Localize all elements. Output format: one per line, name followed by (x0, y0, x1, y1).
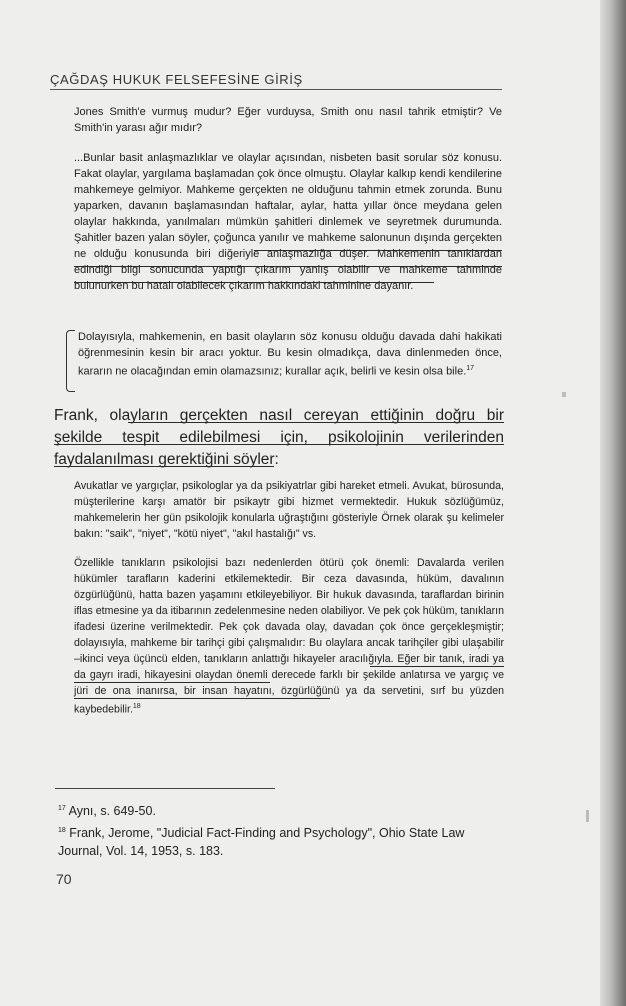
pen-underline (74, 698, 330, 699)
quote-3-text: Avukatlar ve yargıçlar, psikologlar ya da psikiyatrlar gibi hareket etmeli. Avukat, bürosunda, müşterilerine karşı amatör bir psikaytr gibi hizmet vermektedir. Hukuk sözlüğümüz, mahkemelerin her gün psikolojik konularla uğraştığını gösteriyle Örnek olarak şu kelimeler bakın: "saik", "niyet", "kötü niyet", "akıl hastalığı" vs. (74, 480, 504, 540)
quote-4 (74, 555, 504, 718)
footnote-17-text: Aynı, s. 649-50. (68, 804, 156, 819)
pen-underline (128, 422, 504, 423)
pen-underline (54, 466, 274, 467)
pen-underline (74, 282, 434, 283)
pen-underline (370, 666, 504, 667)
pen-underline (254, 250, 502, 251)
running-header: ÇAĞDAŞ HUKUK FELSEFESİNE GİRİŞ (50, 72, 502, 90)
quote-3 (74, 478, 504, 542)
quote-1-text: ...Bunlar basit anlaşmazlıklar ve olaylar açısından, nisbeten basit sorular söz konusu. Fakat olaylar, yargılama başlamadan çok önce olmuştu. Olaylar kalkıp kendi kendilerine mahkemeye gelmiyor. Mahkeme gerçekten ne olduğunu tahmin etmek zorunda. Bunu yaparken, davanın başlamasından haftalar, aylar, hatta yıllar önce meydana gelen olaylar hakkında, yanılmaları mümkün şahitleri dinlemek ve seyretmek durumunda. Şahitler bazen yalan söyler, çoğunca yanılır ve mahkeme salonunun dışında gerçekten ne olduğu konusunda biri diğeriyle anlaşmazlığa düşer. Mahkemenin tanıklardan edindiği bilgi sonucunda yaptığı çıkarım yanlış olabilir ve mahkeme tahminde bulunurken bu hatalı olabilecek çıkarım hakkındaki tahminine dayanır. (74, 152, 502, 292)
footnote-rule (55, 788, 275, 789)
quote-2-text: Dolayısıyla, mahkemenin, en basit olayların söz konusu olduğu davada dahi hakikati öğrenmesinin kesin bir aracı yoktur. Bu kesin olmadıkça, dava dinlenmeden önce, kararın ne olacağından emin olamazsınız; kurallar açık, belirli ve kesin olsa bile.$^{17}$ (78, 331, 502, 378)
quote-2 (78, 329, 502, 380)
quote-4-text: Özellikle tanıkların psikolojisi bazı nedenlerden ötürü çok önemli: Davalarda verilen hükümler tarafların kaderini etkilemektedir. Bir ceza davasında, hüküm, davalının özgürlüğünü, hatta bazen yaşamını etkileyebiliyor. Bir hukuk davasında, taraflardan birinin iflas etmesine ya da itibarının zedelenmesine neden olabiliyor. Ve pek çok hüküm, tanıkların ifadesi üzerine verilmektedir. Pek çok davada olay, davadan çok önce gerçekleşmiştir; dolayısıyla, mahkeme bir tarihçi gibi çalışmalıdır: Bu olaylara ancak tarihçiler gibi ulaşabilir –ikinci veya üçüncü elden, tanıkların anlattığı hikayeler aracılığıyla. Eğer bir tanık, iradi ya da gayrı iradi, hikayesini olaydan önemli derecede farklı bir şekilde anlatırsa ve yargıç ve jüri de ona inanırsa, bir insan hayatını, özgürlüğünü ya da servetini, sırf bu yüzden kaybedebilir.$^{18}$ (74, 557, 504, 716)
footnote-ref-18: 18 (132, 703, 141, 710)
top-paragraph-text: Jones Smith'e vurmuş mudur? Eğer vurduysa, Smith onu nasıl tahrik etmiştir? Ve Smith'in yarası ağır mıdır? (74, 106, 502, 134)
scan-speck (562, 392, 566, 397)
scan-speck (586, 810, 589, 822)
pen-underline (74, 266, 502, 267)
footnote-18 (58, 822, 508, 860)
top-paragraph (74, 104, 502, 136)
footnote-ref-17: 17 (466, 365, 475, 372)
footnote-18-text: Frank, Jerome, "Judicial Fact-Finding and Psychology", Ohio State Law Journal, Vol. 14, 1953, s. 183. (58, 826, 465, 859)
quote-1 (74, 150, 502, 294)
page-binding-shadow (600, 0, 626, 1006)
pen-underline (54, 444, 504, 445)
footnote-17-number: 17 (58, 805, 66, 812)
main-sentence: Frank, olayların gerçekten nasıl cereyan ettiğinin doğru bir şekilde tespit edilebilmesi için, psikolojinin verilerinden faydalanılması gerektiğini söyler: (54, 407, 504, 468)
pen-underline (74, 682, 270, 683)
pen-bracket-mark (66, 330, 75, 392)
footnote-18-number: 18 (58, 827, 66, 834)
footnote-17 (58, 800, 508, 820)
page-number: 70 (56, 871, 72, 887)
